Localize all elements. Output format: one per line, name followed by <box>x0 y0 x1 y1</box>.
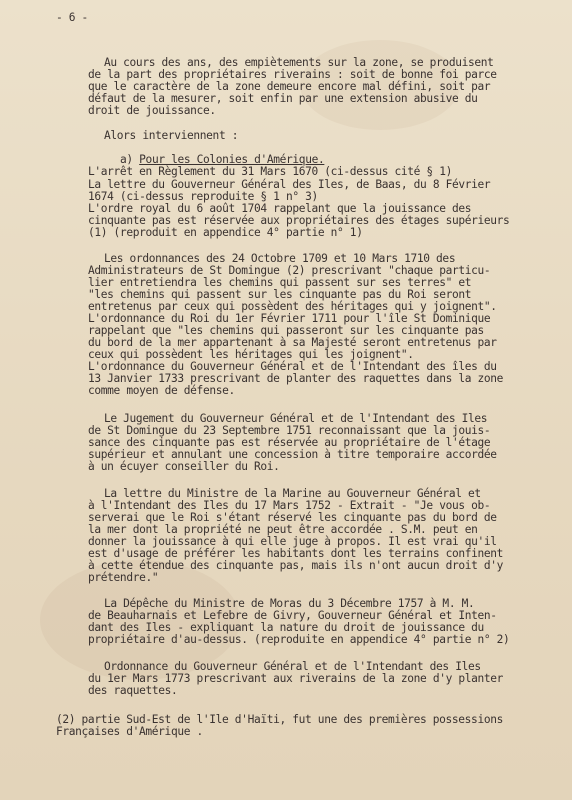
paragraph-6-line-5: donner la jouissance à qui elle juge à propos. Il est vrai qu'il <box>88 535 497 548</box>
paragraph-5-line-3: sance des cinquante pas est réservée au propriétaire de l'étage <box>88 436 491 449</box>
paragraph-4-line-1: Les ordonnances des 24 Octobre 1709 et 10 Mars 1710 des <box>104 252 456 265</box>
paragraph-1-line-5: droit de jouissance. <box>88 104 216 117</box>
paragraph-8-line-2: du 1er Mars 1773 prescrivant aux riverains de la zone d'y planter <box>88 672 504 685</box>
paragraph-4-line-2: Administrateurs de St Domingue (2) prescrivant "chaque particu- <box>88 264 491 277</box>
paragraph-5-line-1: Le Jugement du Gouverneur Général et de l'Intendant des Iles <box>104 412 488 425</box>
paragraph-4-line-9: ceux qui possèdent les héritages qui les joignent". <box>88 348 414 361</box>
paragraph-7-line-2: de Beauharnais et Lefebre de Givry, Gouverneur Général et Inten- <box>88 609 497 622</box>
paragraph-4-line-8: du bord de la mer appartenant à sa Majesté seront entretenus par <box>88 336 497 349</box>
paragraph-6-line-3: serverai que le Roi s'étant réservé les cinquante pas du bord de <box>88 511 497 524</box>
paragraph-6-line-4: la mer dont la propriété ne peut être accordée . S.M. peut en <box>88 523 478 536</box>
paragraph-3-line-6: (1) (reproduit en appendice 4° partie n° 1) <box>88 226 363 239</box>
paragraph-7-line-3: dant des Iles - expliquant la nature du droit de jouissance du <box>88 621 484 634</box>
paragraph-6-line-6: est d'usage de préférer les habitants dont les terrains confinent <box>88 547 504 560</box>
paragraph-4-line-10: L'ordonnance du Gouverneur Général et de l'Intendant des îles du <box>88 360 497 373</box>
paragraph-1-line-1: Au cours des ans, des empiètements sur la zone, se produisent <box>104 56 494 69</box>
paragraph-5-line-4: supérieur et annulant une concession à titre temporaire accordée <box>88 448 497 461</box>
paragraph-7-line-1: La Dépêche du Ministre de Moras du 3 Décembre 1757 à M. M. <box>104 597 475 610</box>
paragraph-6-line-8: prétendre." <box>88 571 159 584</box>
paragraph-3-line-3: 1674 (ci-dessus reproduite § 1 n° 3) <box>88 190 318 203</box>
paragraph-4-line-3: lier entretiendra les chemins qui passent sur ses terres" et <box>88 276 472 289</box>
paragraph-4-line-11: 13 Janvier 1733 prescrivant de planter des raquettes dans la zone <box>88 372 504 385</box>
paragraph-6-line-2: à l'Intendant des Iles du 17 Mars 1752 - Extrait - "Je vous ob- <box>88 499 491 512</box>
paragraph-4-line-7: rappelant que "les chemins qui passeront sur les cinquante pas <box>88 324 484 337</box>
paragraph-5-line-5: à un écuyer conseiller du Roi. <box>88 460 280 473</box>
paragraph-2: Alors interviennent : <box>104 129 239 142</box>
paragraph-1-line-4: défaut de la mesurer, soit enfin par une extension abusive du <box>88 92 478 105</box>
footnote-line-1: (2) partie Sud-Est de l'Ile d'Haïti, fut une des premières possessions <box>56 713 503 726</box>
paragraph-3-line-2: La lettre du Gouverneur Général des Iles, de Baas, du 8 Février <box>88 178 491 191</box>
paragraph-5-line-2: de St Domingue du 23 Septembre 1751 reconnaissant que la jouis- <box>88 424 491 437</box>
paragraph-4-line-4: "les chemins qui passent sur les cinquante pas du Roi seront <box>88 288 472 301</box>
paragraph-6-line-7: à cette étendue des cinquante pas, mais ils n'ont aucun droit d'y <box>88 559 504 572</box>
heading-prefix: a) <box>120 153 140 166</box>
footnote-line-2: Françaises d'Amérique . <box>56 725 203 738</box>
paragraph-3-line-5: cinquante pas est réservée aux propriétaires des étages supérieurs <box>88 214 510 227</box>
paragraph-1-line-3: que le caractère de la zone demeure encore mal défini, soit par <box>88 80 491 93</box>
paragraph-8-line-3: des raquettes. <box>88 684 178 697</box>
heading-title: Pour les Colonies d'Amérique. <box>139 153 325 166</box>
paragraph-4-line-5: entretenus par ceux qui possèdent des héritages qui y joignent". <box>88 300 497 313</box>
paragraph-1-line-2: de la part des propriétaires riverains : soit de bonne foi parce <box>88 68 497 81</box>
paragraph-4-line-6: L'ordonnance du Roi du 1er Février 1711 pour l'île St Dominique <box>88 312 491 325</box>
paragraph-3-line-1: L'arrêt en Règlement du 31 Mars 1670 (ci-dessus cité § 1) <box>88 165 452 178</box>
paragraph-7-line-4: propriétaire d'au-dessus. (reproduite en appendice 4° partie n° 2) <box>88 633 510 646</box>
paragraph-6-line-1: La lettre du Ministre de la Marine au Gouverneur Général et <box>104 487 481 500</box>
paragraph-4-line-12: comme moyen de défense. <box>88 384 235 397</box>
paragraph-8-line-1: Ordonnance du Gouverneur Général et de l'Intendant des Iles <box>104 660 481 673</box>
paragraph-3-line-4: L'ordre royal du 6 août 1704 rappelant que la jouissance des <box>88 202 472 215</box>
page-number: - 6 - <box>56 11 88 24</box>
